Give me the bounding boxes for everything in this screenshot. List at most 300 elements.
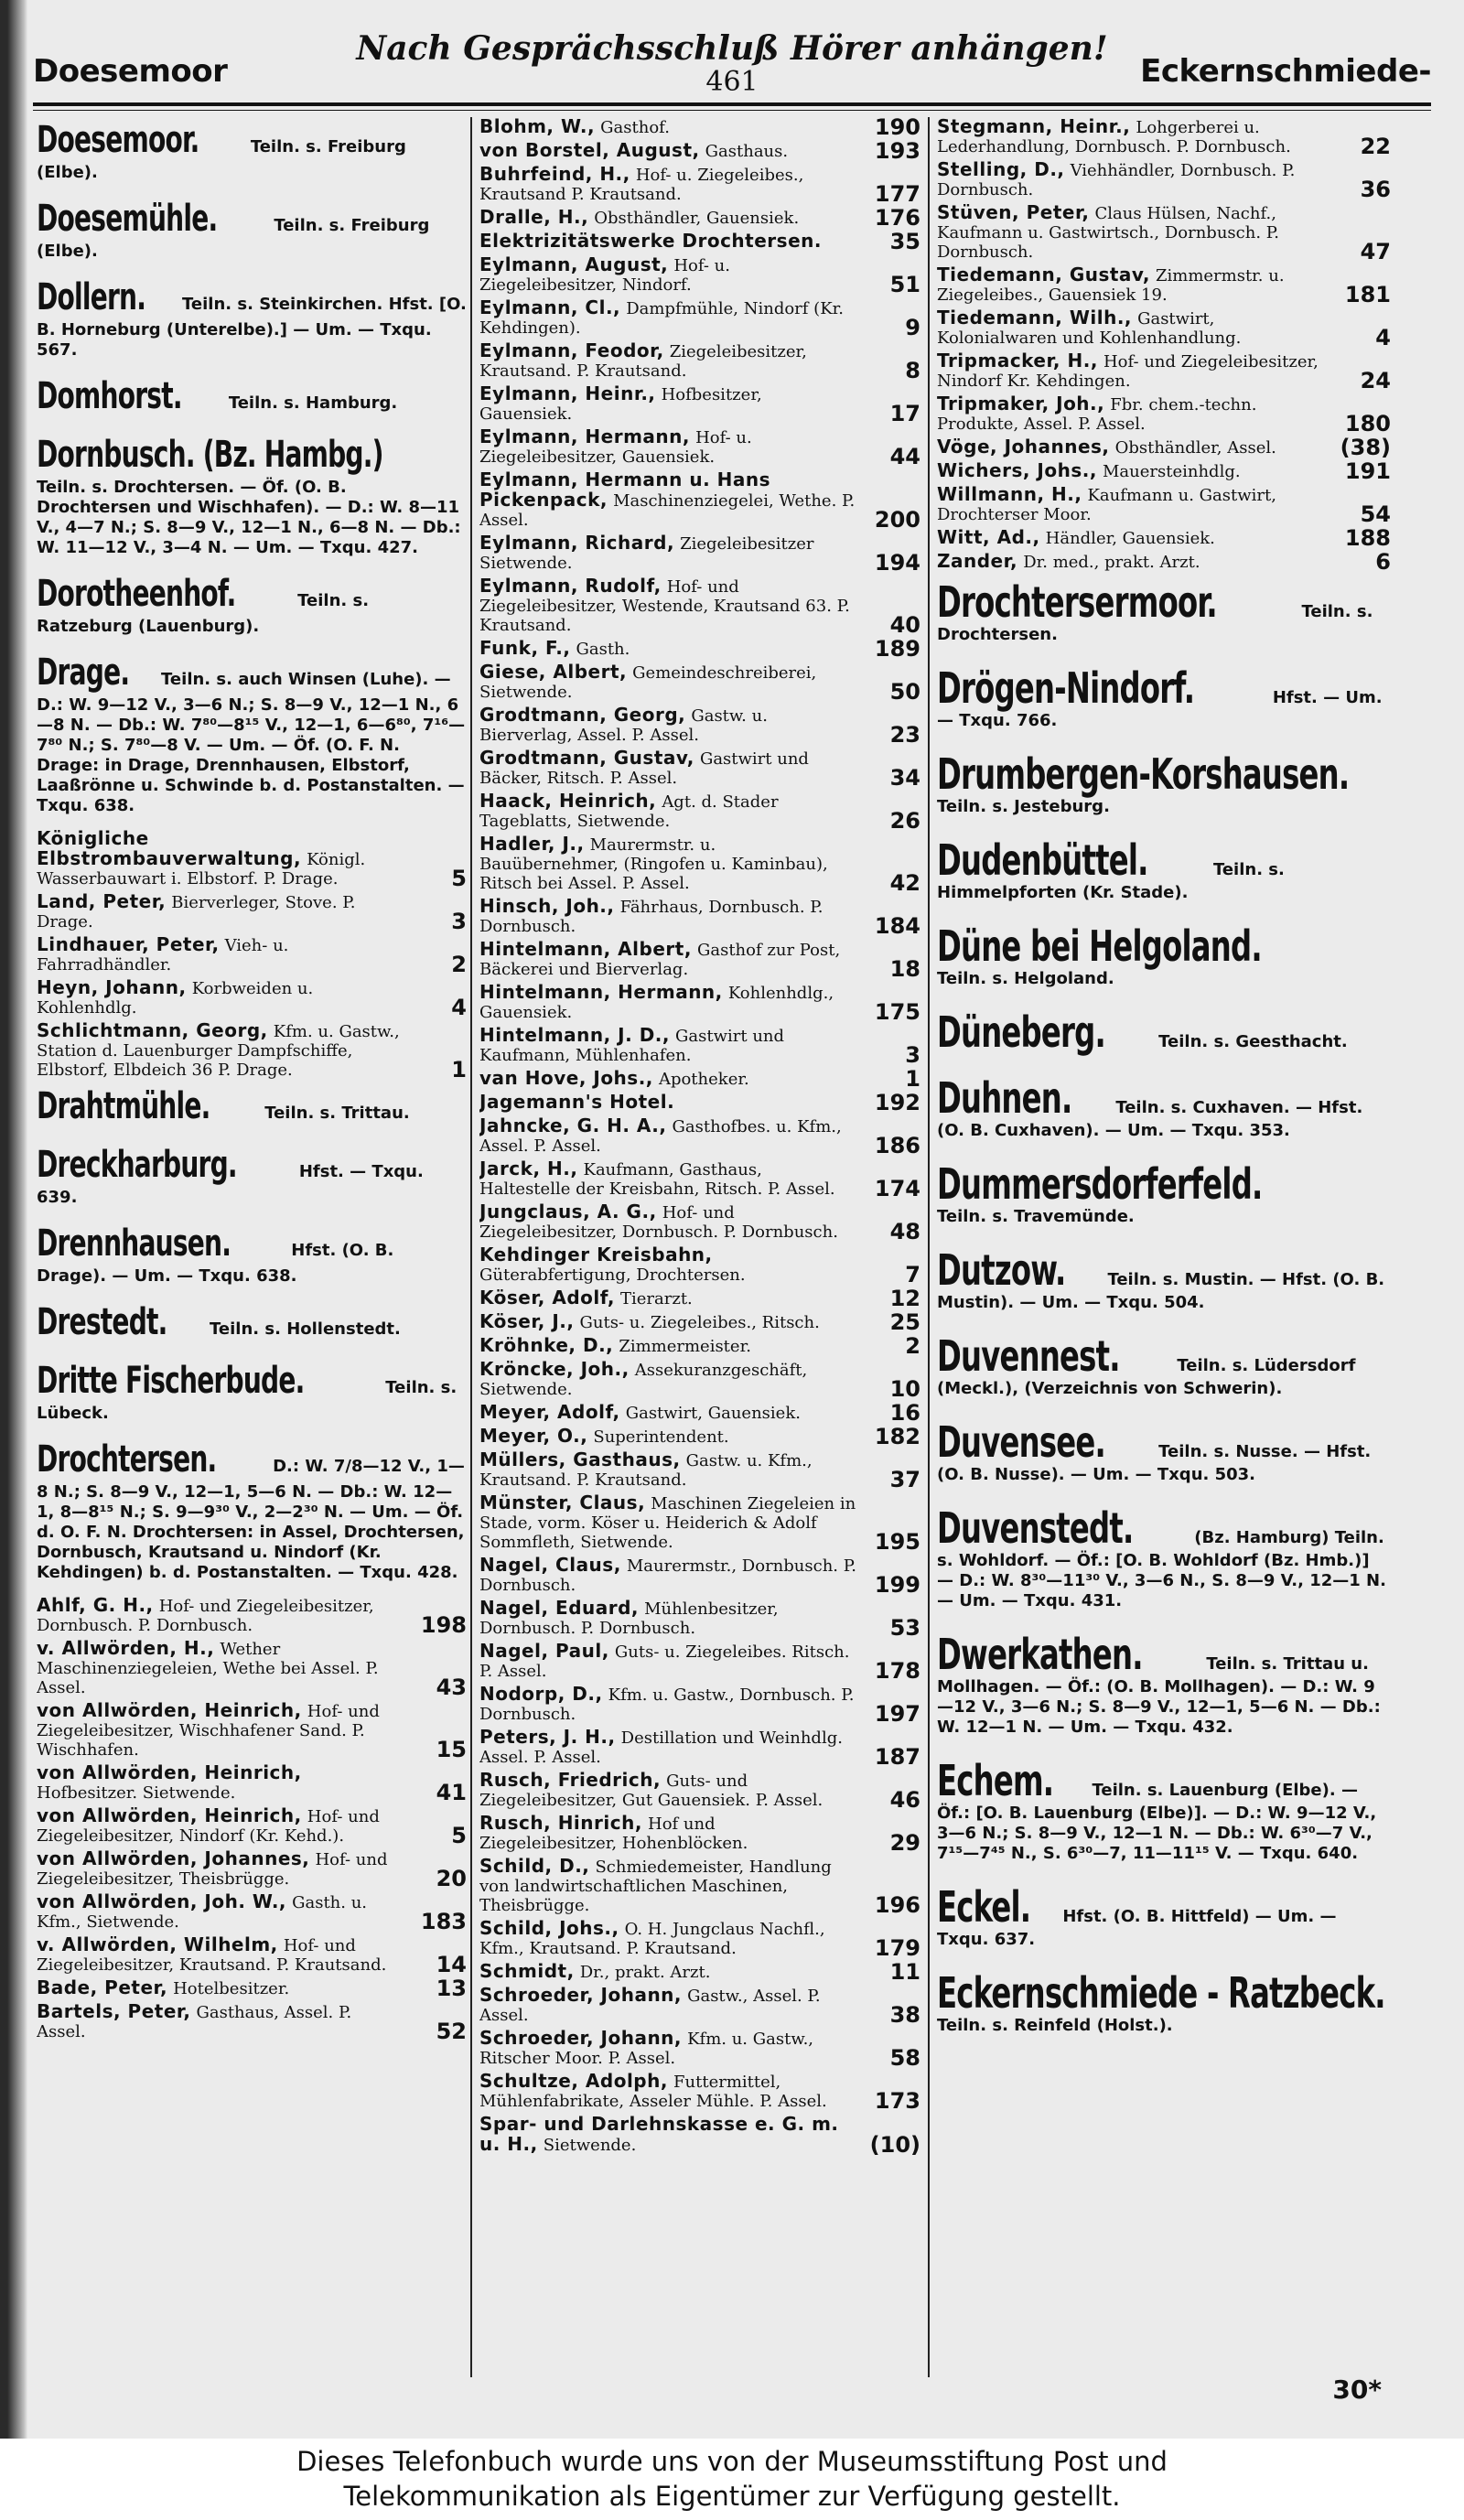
header-rule-thin bbox=[33, 110, 1431, 111]
directory-entry bbox=[37, 1806, 467, 1846]
place-name: Doesemühle. bbox=[37, 198, 218, 240]
phone-number: 17 bbox=[889, 401, 920, 426]
phone-number: 44 bbox=[889, 444, 920, 469]
subscriber-name: Hintelmann, Hermann, bbox=[479, 981, 723, 1003]
subscriber-description: Gastwirt und Kaufmann, Mühlenhafen. bbox=[479, 1027, 785, 1065]
subscriber-name: Dralle, H., bbox=[479, 206, 589, 228]
subscriber-name: Bartels, Peter, bbox=[37, 2000, 191, 2022]
directory-entry bbox=[937, 394, 1391, 434]
phone-number: 174 bbox=[874, 1176, 920, 1201]
phone-number: 2 bbox=[451, 952, 467, 977]
place-info: D.: W. 7/8—12 V., 1—8 N.; S. 8—9 V., 12—1, 5—6 N. — Db.: W. 12—1, 8—8¹⁵ N.; S. 9—9³⁰ V., 2—2³⁰ N. — Um. — Öf. d. O. F. N. Drochtersen: in Assel, Drochtersen, Dornbusch, Krautsand u. Nindorf (Kr. Kehdingen) b. d. Postanstalten. — Txqu. 428. bbox=[37, 1457, 465, 1582]
subscriber-name: Heyn, Johann, bbox=[37, 976, 187, 998]
place-info: Teiln. s. Trittau u. Mollhagen. — Öf.: (O. B. Mollhagen). — D.: W. 9—12 V., 3—6 N.; S. 8—9 V., 12—1, 5—6 N. — Db.: W. 12—1 N. — Um. — Txqu. 432. bbox=[937, 1654, 1381, 1737]
place-name: Drochtersen. bbox=[37, 1438, 217, 1481]
phone-number: 23 bbox=[889, 722, 920, 748]
place-name: Eckel. bbox=[937, 1882, 1031, 1932]
subscriber-description: Korbweiden u. Kohlenhdlg. bbox=[37, 979, 314, 1018]
subscriber-name: Eylmann, Hermann u. Hans Pickenpack, bbox=[479, 468, 771, 511]
phone-number: 187 bbox=[874, 1744, 920, 1770]
subscriber-description: Hof- u. Ziegeleibesitzer, Gauensiek. bbox=[479, 428, 752, 467]
subscriber-name: Stüven, Peter, bbox=[937, 201, 1090, 223]
subscriber-description: Assekuranzgeschäft, Sietwende. bbox=[479, 1361, 808, 1399]
phone-number: 18 bbox=[889, 956, 920, 982]
directory-entry bbox=[479, 1450, 920, 1490]
subscriber-description: Gastw. u. Bierverlag, Assel. P. Assel. bbox=[479, 706, 768, 745]
directory-entry bbox=[479, 1959, 920, 1985]
directory-entry bbox=[37, 1892, 467, 1932]
phone-number: 51 bbox=[889, 272, 920, 297]
subscriber-name: Stegmann, Heinr., bbox=[937, 117, 1131, 137]
place-info: Teiln. s. Jesteburg. bbox=[937, 797, 1110, 816]
phone-number: 200 bbox=[874, 507, 920, 533]
place-heading bbox=[937, 1333, 1391, 1399]
subscriber-name: Haack, Heinrich, bbox=[479, 790, 657, 812]
subscriber-name: Wichers, Johs., bbox=[937, 459, 1097, 481]
directory-entry bbox=[479, 1683, 920, 1727]
directory-entry bbox=[479, 468, 920, 533]
phone-number: 177 bbox=[874, 181, 920, 207]
header-page-number: 461 bbox=[705, 66, 759, 98]
place-heading bbox=[37, 373, 467, 419]
phone-number: 179 bbox=[874, 1935, 920, 1961]
place-heading bbox=[37, 432, 467, 558]
phone-number: 192 bbox=[874, 1090, 920, 1115]
directory-entry bbox=[479, 1769, 920, 1813]
phone-number: 47 bbox=[1360, 239, 1391, 264]
subscriber-name: von Borstel, August, bbox=[479, 139, 700, 161]
directory-entry bbox=[479, 1400, 920, 1426]
place-info: Teiln. s. Hollenstedt. bbox=[210, 1319, 401, 1339]
phone-number: 4 bbox=[1375, 325, 1391, 350]
phone-number: 14 bbox=[436, 1952, 467, 1977]
directory-entry bbox=[937, 203, 1391, 262]
place-heading bbox=[37, 650, 467, 816]
place-info: Teiln. s. auch Winsen (Luhe). — D.: W. 9—12 V., 3—6 N.; S. 8—9 V., 12—1 N., 6—8 N. — Db.: W. 7⁸⁰—8¹⁵ V., 12—1, 6—6⁸⁰, 7¹⁶—7⁸⁰ N.; S. 7⁸⁰—8 V. — Um. — Öf. (O. F. N. Drage: in Drage, Drennhausen, Elbstorf, Laaßrönne u. Schwinde b. d. Postanstalten. — Txqu. 638. bbox=[37, 670, 466, 815]
place-heading bbox=[937, 1632, 1391, 1738]
directory-entry bbox=[479, 1358, 920, 1402]
directory-entry bbox=[479, 895, 920, 939]
subscriber-description: Hof- u. Ziegeleibesitzer, Nindorf. bbox=[479, 256, 730, 295]
place-name: Drochtersermoor. bbox=[937, 577, 1217, 627]
subscriber-name: Eylmann, Hermann, bbox=[479, 425, 691, 447]
subscriber-description: Fährhaus, Dornbusch. P. Dornbusch. bbox=[479, 898, 824, 936]
phone-number: 191 bbox=[1344, 458, 1391, 484]
phone-number: 37 bbox=[889, 1467, 920, 1492]
subscriber-description: Gastwirt, Kolonialwaren und Kohlenhandlung. bbox=[937, 309, 1242, 348]
directory-entry bbox=[479, 704, 920, 748]
phone-number: 2 bbox=[905, 1333, 920, 1359]
phone-number: 181 bbox=[1344, 282, 1391, 307]
directory-entry bbox=[479, 117, 920, 140]
directory-entry bbox=[37, 978, 467, 1018]
subscriber-name: Hadler, J., bbox=[479, 833, 585, 855]
place-name: Duvenstedt. bbox=[937, 1503, 1134, 1553]
directory-entry bbox=[479, 255, 920, 295]
place-heading bbox=[937, 1009, 1391, 1055]
directory-entry bbox=[479, 163, 920, 207]
phone-number: 25 bbox=[889, 1309, 920, 1335]
directory-entry bbox=[479, 1202, 920, 1242]
subscriber-description: Gasthof zur Post, Bäckerei und Bierverlag. bbox=[479, 941, 841, 979]
subscriber-name: Schild, D., bbox=[479, 1855, 590, 1877]
subscriber-name: Hintelmann, Albert, bbox=[479, 938, 692, 960]
place-info: Hfst. (O. B. Drage). — Um. — Txqu. 638. bbox=[37, 1241, 394, 1286]
header-right-keyword: Eckernschmiede- bbox=[1140, 53, 1431, 90]
subscriber-description: Maschinenziegelei, Wethe. P. Assel. bbox=[479, 491, 856, 530]
subscriber-description: Gasthaus. bbox=[705, 142, 789, 161]
subscriber-description: Gastwirt, Gauensiek. bbox=[625, 1404, 801, 1423]
directory-entry bbox=[479, 1726, 920, 1770]
subscriber-description: Hof- und Ziegeleibesitzer, Dornbusch. P. Dornbusch. bbox=[37, 1597, 374, 1635]
place-heading bbox=[37, 1358, 467, 1424]
subscriber-name: Nagel, Eduard, bbox=[479, 1597, 640, 1619]
phone-number: 3 bbox=[451, 909, 467, 934]
subscriber-name: Eylmann, August, bbox=[479, 253, 669, 275]
subscriber-description: Gasthaus, Assel. P. Assel. bbox=[37, 2003, 352, 2041]
place-info: Teiln. s. Nusse. — Hfst. (O. B. Nusse). — Um. — Txqu. 503. bbox=[937, 1442, 1372, 1484]
place-info: Teiln. s. Drochtersen. bbox=[937, 602, 1373, 644]
phone-number: 10 bbox=[889, 1376, 920, 1402]
subscriber-description: Hof- und Ziegeleibesitzer, Nindorf Kr. Kehdingen. bbox=[937, 352, 1319, 391]
phone-number: 16 bbox=[889, 1400, 920, 1426]
subscriber-name: Grodtmann, Georg, bbox=[479, 704, 686, 726]
subscriber-description: Maschinen Ziegeleien in Stade, vorm. Köser u. Heiderich & Adolf Sommfleth, Sietwende. bbox=[479, 1494, 856, 1552]
subscriber-description: Ziegeleibesitzer Sietwende. bbox=[479, 534, 814, 573]
directory-entry bbox=[479, 2070, 920, 2114]
phone-number: 42 bbox=[889, 870, 920, 896]
place-heading bbox=[37, 117, 467, 183]
phone-number: 1 bbox=[905, 1066, 920, 1092]
subscriber-name: Tripmacker, H., bbox=[937, 350, 1098, 372]
directory-entry bbox=[479, 341, 920, 381]
subscriber-description: Wether Maschinenziegeleien, Wethe bei Assel. P. Assel. bbox=[37, 1640, 379, 1697]
phone-number: 180 bbox=[1344, 411, 1391, 436]
directory-entry bbox=[479, 1917, 920, 1961]
subscriber-name: Willmann, H., bbox=[937, 483, 1082, 505]
subscriber-description: Mauersteinhdlg. bbox=[1102, 462, 1241, 481]
place-heading bbox=[937, 665, 1391, 731]
phone-number: 24 bbox=[1360, 368, 1391, 393]
directory-entry bbox=[479, 790, 920, 834]
subscriber-name: Eylmann, Cl., bbox=[479, 296, 621, 318]
subscriber-description: Händler, Gauensiek. bbox=[1045, 529, 1215, 548]
phone-number: 20 bbox=[436, 1866, 467, 1891]
phone-number: 13 bbox=[436, 1976, 467, 2001]
place-info: Hfst. — Um. — Txqu. 766. bbox=[937, 688, 1383, 730]
subscriber-name: Blohm, W., bbox=[479, 117, 596, 137]
subscriber-description: Dampfmühle, Nindorf (Kr. Kehdingen). bbox=[479, 299, 844, 338]
place-heading bbox=[937, 1419, 1391, 1485]
phone-number: 53 bbox=[889, 1615, 920, 1641]
subscriber-name: Witt, Ad., bbox=[937, 526, 1040, 548]
subscriber-description: Apotheker. bbox=[658, 1070, 749, 1089]
subscriber-description: Viehhändler, Dornbusch. P. Dornbusch. bbox=[937, 161, 1296, 199]
place-info: Teiln. s. Freiburg (Elbe). bbox=[37, 216, 430, 261]
subscriber-description: Superintendent. bbox=[593, 1427, 729, 1447]
directory-entry bbox=[479, 575, 920, 638]
subscriber-description: Hofbesitzer, Gauensiek. bbox=[479, 385, 762, 424]
book-spine-shadow bbox=[0, 0, 27, 2439]
place-heading bbox=[937, 923, 1391, 989]
directory-entry bbox=[937, 265, 1391, 305]
column-3 bbox=[937, 117, 1391, 2377]
directory-entry bbox=[937, 458, 1391, 484]
place-name: Dornbusch. (Bz. Hambg.) bbox=[37, 434, 383, 476]
subscriber-name: Hinsch, Joh., bbox=[479, 895, 615, 917]
place-info: Hfst. — Txqu. 639. bbox=[37, 1162, 424, 1207]
directory-entry bbox=[479, 532, 920, 576]
directory-entry bbox=[37, 1021, 467, 1080]
subscriber-description: Kohlenhdlg., Gauensiek. bbox=[479, 984, 834, 1022]
subscriber-name: Kröncke, Joh., bbox=[479, 1358, 630, 1380]
phone-number: 12 bbox=[889, 1286, 920, 1311]
directory-entry bbox=[37, 827, 467, 891]
place-info: Teiln. s. Freiburg (Elbe). bbox=[37, 137, 406, 182]
phone-number: 5 bbox=[451, 866, 467, 891]
subscriber-name: Schild, Johs., bbox=[479, 1917, 619, 1939]
phone-number: 198 bbox=[420, 1612, 467, 1638]
phone-number: 38 bbox=[889, 2002, 920, 2028]
phone-number: (38) bbox=[1340, 435, 1391, 460]
place-info: Teiln. s. Steinkirchen. Hfst. [O. B. Horneburg (Unterelbe).] — Um. — Txqu. 567. bbox=[37, 295, 467, 360]
subscriber-name: Nodorp, D., bbox=[479, 1683, 603, 1705]
place-heading bbox=[937, 751, 1391, 817]
place-heading bbox=[37, 196, 467, 262]
subscriber-name: Grodtmann, Gustav, bbox=[479, 747, 694, 769]
place-name: Duvennest. bbox=[937, 1331, 1120, 1381]
place-name: Drumbergen-Korshausen. bbox=[937, 749, 1350, 799]
directory-entry bbox=[479, 1116, 920, 1156]
directory-entry bbox=[479, 1090, 920, 1115]
subscriber-description: Tierarzt. bbox=[619, 1289, 693, 1308]
subscriber-name: Lindhauer, Peter, bbox=[37, 933, 220, 955]
subscriber-description: Guts- u. Ziegeleibes., Ritsch. bbox=[579, 1313, 820, 1332]
subscriber-name: Köser, J., bbox=[479, 1310, 575, 1332]
subscriber-description: Fbr. chem.-techn. Produkte, Assel. P. Assel. bbox=[937, 395, 1257, 434]
subscriber-description: Hotelbesitzer. bbox=[173, 1979, 290, 1998]
directory-entry bbox=[479, 1159, 920, 1199]
place-name: Düne bei Helgoland. bbox=[937, 921, 1262, 971]
directory-entry bbox=[37, 1763, 467, 1803]
place-name: Dorotheenhof. bbox=[37, 573, 236, 615]
place-name: Drestedt. bbox=[37, 1301, 167, 1343]
subscriber-name: Köser, Adolf, bbox=[479, 1287, 615, 1308]
phone-number: 175 bbox=[874, 999, 920, 1025]
footer-notice bbox=[0, 2439, 1464, 2520]
directory-entry bbox=[937, 525, 1391, 551]
place-info: Teiln. s. Himmelpforten (Kr. Stade). bbox=[937, 860, 1285, 902]
phone-number: 194 bbox=[874, 550, 920, 576]
place-name: Duhnen. bbox=[937, 1073, 1072, 1123]
directory-entry bbox=[479, 636, 920, 662]
directory-entry bbox=[479, 1424, 920, 1449]
subscriber-name: Tiedemann, Wilh., bbox=[937, 307, 1133, 328]
subscriber-description: O. H. Jungclaus Nachfl., Kfm., Krautsand. P. Krautsand. bbox=[479, 1920, 825, 1958]
phone-number: 52 bbox=[436, 2019, 467, 2044]
phone-number: 7 bbox=[905, 1262, 920, 1287]
place-info: Teiln. s. Geesthacht. bbox=[1158, 1032, 1348, 1051]
directory-entry bbox=[937, 117, 1391, 159]
place-info: Teiln. s. Ratzeburg (Lauenburg). bbox=[37, 591, 370, 636]
subscriber-name: von Allwörden, Heinrich, bbox=[37, 1804, 302, 1826]
subscriber-name: Kehdinger Kreisbahn, bbox=[479, 1244, 713, 1265]
phone-number: 197 bbox=[874, 1701, 920, 1727]
subscriber-description: Hof und Ziegeleibesitzer, Hohenblöcken. bbox=[479, 1815, 748, 1853]
subscriber-description: Gasth. bbox=[576, 640, 630, 659]
place-heading bbox=[937, 1970, 1391, 2036]
subscriber-name: Königliche Elbstrombauverwaltung, bbox=[37, 827, 302, 869]
place-name: Dreckharburg. bbox=[37, 1144, 237, 1186]
subscriber-name: Buhrfeind, H., bbox=[479, 163, 630, 185]
directory-entry bbox=[479, 1286, 920, 1311]
subscriber-name: Tiedemann, Gustav, bbox=[937, 264, 1150, 285]
phone-number: 22 bbox=[1360, 134, 1391, 159]
place-info: Teiln. s. Lübeck. bbox=[37, 1378, 458, 1423]
place-name: Dummersdorferfeld. bbox=[937, 1159, 1263, 1209]
place-info: Teiln. s. Helgoland. bbox=[937, 969, 1114, 988]
directory-entry bbox=[479, 1245, 920, 1285]
phone-number: 48 bbox=[889, 1219, 920, 1244]
directory-entry bbox=[479, 747, 920, 791]
phone-number: 183 bbox=[420, 1909, 467, 1934]
place-heading bbox=[937, 837, 1391, 903]
footer-line-1: Dieses Telefonbuch wurde uns von der Museumsstiftung Post und bbox=[296, 2446, 1168, 2477]
place-info: Teiln. s. Trittau. bbox=[264, 1104, 410, 1123]
subscriber-description: Vieh- u. Fahrradhändler. bbox=[37, 936, 289, 975]
place-info: Teiln. s. Drochtersen. — Öf. (O. B. Drochtersen und Wischhafen). — D.: W. 8—11 V., 4—7 N.; S. 8—9 V., 12—1 N., 6—8 N. — Db.: W. 11—12 V., 3—4 N. — Um. — Txqu. 427. bbox=[37, 478, 461, 557]
subscriber-description: Gastw. u. Kfm., Krautsand. P. Krautsand. bbox=[479, 1451, 813, 1490]
phone-number: 29 bbox=[889, 1830, 920, 1856]
place-name: Dollern. bbox=[37, 276, 146, 318]
subscriber-description: Kaufmann, Gasthaus, Haltestelle der Kreisbahn, Ritsch. P. Assel. bbox=[479, 1160, 835, 1199]
place-name: Dutzow. bbox=[937, 1245, 1066, 1295]
phone-number: 3 bbox=[905, 1042, 920, 1068]
place-name: Echem. bbox=[937, 1756, 1054, 1805]
subscriber-description: Claus Hülsen, Nachf., Kaufmann u. Gastwirtsch., Dornbusch. P. Dornbusch. bbox=[937, 204, 1279, 262]
subscriber-name: Münster, Claus, bbox=[479, 1492, 646, 1513]
subscriber-description: Zimmermeister. bbox=[619, 1337, 751, 1356]
subscriber-description: Schmiedemeister, Handlung von landwirtschaftlichen Maschinen, Theisbrügge. bbox=[479, 1858, 832, 1915]
place-name: Dudenbüttel. bbox=[937, 835, 1148, 885]
place-heading bbox=[37, 1299, 467, 1345]
subscriber-name: Ahlf, G. H., bbox=[37, 1594, 154, 1616]
place-name: Duvensee. bbox=[937, 1417, 1105, 1467]
directory-entry bbox=[479, 981, 920, 1025]
footer-line-2: Telekommunikation als Eigentümer zur Verfügung gestellt. bbox=[343, 2481, 1121, 2512]
directory-entry bbox=[479, 938, 920, 982]
directory-entry bbox=[37, 2000, 467, 2044]
place-heading bbox=[37, 1142, 467, 1208]
phone-number: 11 bbox=[889, 1959, 920, 1985]
directory-entry bbox=[479, 2027, 920, 2071]
place-heading bbox=[937, 1884, 1391, 1950]
subscriber-name: Eylmann, Heinr., bbox=[479, 382, 656, 404]
subscriber-description: Mühlenbesitzer, Dornbusch. P. Dornbusch. bbox=[479, 1599, 779, 1638]
directory-entry bbox=[937, 437, 1391, 458]
place-info: Teiln. s. Cuxhaven. — Hfst. (O. B. Cuxhaven). — Um. — Txqu. 353. bbox=[937, 1098, 1363, 1140]
directory-entry bbox=[479, 229, 920, 254]
subscriber-name: Jarck, H., bbox=[479, 1158, 578, 1179]
place-name: Dwerkathen. bbox=[937, 1630, 1143, 1679]
phone-number: 1 bbox=[451, 1057, 467, 1082]
directory-entry bbox=[479, 1597, 920, 1641]
place-info: Hfst. (O. B. Hittfeld) — Um. — Txqu. 637. bbox=[937, 1907, 1337, 1949]
phone-number: 58 bbox=[889, 2045, 920, 2071]
subscriber-description: Hof- und Ziegeleibesitzer, Krautsand. P. Krautsand. bbox=[37, 1936, 387, 1975]
directory-entry bbox=[37, 1637, 467, 1700]
subscriber-description: Kaufmann u. Gastwirt, Drochterser Moor. bbox=[937, 486, 1276, 524]
subscriber-description: Destillation und Weinhdlg. Assel. P. Assel. bbox=[479, 1728, 843, 1767]
subscriber-description: Maurermstr., Dornbusch. P. Dornbusch. bbox=[479, 1556, 856, 1595]
phone-number: 8 bbox=[905, 358, 920, 383]
subscriber-name: Eylmann, Rudolf, bbox=[479, 575, 662, 597]
place-name: Drahtmühle. bbox=[37, 1085, 210, 1127]
subscriber-name: Eylmann, Feodor, bbox=[479, 339, 664, 361]
directory-entry bbox=[479, 1333, 920, 1359]
phone-number: 26 bbox=[889, 808, 920, 834]
header-notice: Nach Gesprächsschluß Hörer anhängen! bbox=[356, 29, 1108, 68]
subscriber-description: Kfm. u. Gastw., Station d. Lauenburger Dampfschiffe, Elbstorf, Elbdeich 36 P. Drage. bbox=[37, 1022, 400, 1080]
subscriber-name: Schultze, Adolph, bbox=[479, 2070, 668, 2092]
place-heading bbox=[37, 1437, 467, 1583]
subscriber-name: Vöge, Johannes, bbox=[937, 436, 1110, 458]
subscriber-description: Hof- und Ziegeleibesitzer, Westende, Krautsand 63. P. Krautsand. bbox=[479, 577, 850, 635]
phone-number: 178 bbox=[874, 1658, 920, 1684]
directory-entry bbox=[479, 1855, 920, 1918]
subscriber-name: von Allwörden, Heinrich, bbox=[37, 1699, 302, 1721]
place-name: Dritte Fischerbude. bbox=[37, 1360, 305, 1402]
page-mark: 30* bbox=[1332, 2375, 1382, 2405]
subscriber-name: Jagemann's Hotel. bbox=[479, 1091, 675, 1113]
phone-number: 193 bbox=[874, 138, 920, 164]
subscriber-name: van Hove, Johs., bbox=[479, 1067, 653, 1089]
subscriber-name: Jungclaus, A. G., bbox=[479, 1201, 657, 1222]
phone-number: 188 bbox=[1344, 525, 1391, 551]
subscriber-name: Funk, F., bbox=[479, 637, 571, 659]
subscriber-description: Hofbesitzer. Sietwende. bbox=[37, 1783, 236, 1803]
directory-entry bbox=[479, 298, 920, 338]
subscriber-description: Bierverleger, Stove. P. Drage. bbox=[37, 893, 356, 932]
place-name: Drage. bbox=[37, 652, 130, 694]
place-heading bbox=[37, 1083, 467, 1129]
subscriber-name: Schroeder, Johann, bbox=[479, 1984, 683, 2006]
phone-number: 50 bbox=[889, 679, 920, 705]
subscriber-description: Agt. d. Stader Tageblatts, Sietwende. bbox=[479, 792, 779, 831]
directory-entry bbox=[479, 1024, 920, 1068]
directory-entry bbox=[479, 1309, 920, 1335]
directory-entry bbox=[479, 1812, 920, 1856]
phone-number: 40 bbox=[889, 612, 920, 638]
phone-number: 199 bbox=[874, 1572, 920, 1598]
subscriber-name: Rusch, Hinrich, bbox=[479, 1812, 642, 1834]
subscriber-name: v. Allwörden, Wilhelm, bbox=[37, 1933, 278, 1955]
phone-number: 9 bbox=[905, 315, 920, 340]
directory-entry bbox=[937, 308, 1391, 348]
place-name: Eckernschmiede - Ratzbeck. bbox=[937, 1968, 1385, 2018]
column-divider bbox=[470, 117, 472, 2377]
subscriber-description: Lohgerberei u. Lederhandlung, Dornbusch. P. Dornbusch. bbox=[937, 118, 1291, 156]
directory-entry bbox=[479, 1640, 920, 1684]
subscriber-description: Hof- und Ziegeleibesitzer, Nindorf (Kr. Kehd.). bbox=[37, 1807, 380, 1846]
place-heading bbox=[937, 1247, 1391, 1313]
place-heading bbox=[937, 1161, 1391, 1227]
directory-entry bbox=[37, 1849, 467, 1889]
column-2 bbox=[479, 117, 920, 2377]
subscriber-description: Hof- und Ziegeleibesitzer, Dornbusch. P. Dornbusch. bbox=[479, 1203, 838, 1242]
place-info: (Bz. Hamburg) Teiln. s. Wohldorf. — Öf.: [O. B. Wohldorf (Bz. Hmb.)] — D.: W. 8³⁰—11³⁰ V., 3—6 N., S. 8—9 V., 12—1 N. — Um. — Txqu. 431. bbox=[937, 1528, 1386, 1610]
place-name: Düneberg. bbox=[937, 1007, 1105, 1057]
